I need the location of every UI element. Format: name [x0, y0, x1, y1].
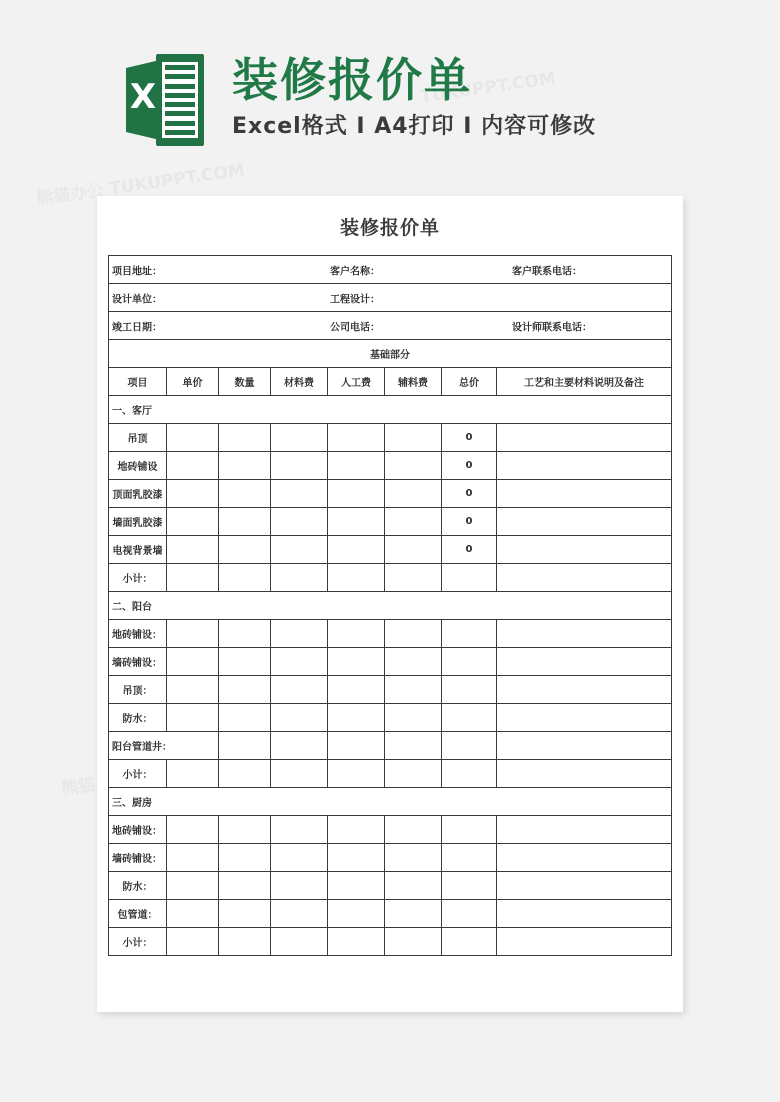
excel-logo-letter: X	[129, 77, 157, 117]
info-row	[109, 284, 672, 312]
table-row	[109, 648, 672, 676]
cell-unit-price[interactable]	[167, 424, 219, 452]
band-row	[109, 340, 672, 368]
cell-item[interactable]: 小计：	[109, 928, 167, 956]
cell-note[interactable]	[497, 844, 672, 872]
cell-labor-fee[interactable]	[328, 648, 385, 676]
excel-logo-icon	[126, 54, 204, 146]
column-header-4: 材料费	[271, 368, 328, 396]
cell-labor-fee[interactable]	[328, 872, 385, 900]
cell-aux-fee[interactable]	[385, 620, 442, 648]
cell-total[interactable]: 0	[442, 536, 497, 564]
cell-labor-fee[interactable]	[328, 620, 385, 648]
cell-total[interactable]	[442, 732, 497, 760]
cell-aux-fee[interactable]	[385, 872, 442, 900]
cell-total[interactable]	[442, 872, 497, 900]
cell-quantity[interactable]	[219, 704, 271, 732]
cell-labor-fee[interactable]	[328, 760, 385, 788]
cell-note[interactable]	[497, 704, 672, 732]
cell-material-fee[interactable]	[271, 704, 328, 732]
document-page	[97, 196, 683, 1012]
cell-total[interactable]: 0	[442, 480, 497, 508]
cell-material-fee[interactable]	[271, 452, 328, 480]
info-field-label-1: 设计单位：	[112, 294, 162, 305]
cell-material-fee[interactable]	[271, 480, 328, 508]
cell-labor-fee[interactable]	[328, 508, 385, 536]
cell-unit-price[interactable]	[167, 900, 219, 928]
cell-unit-price[interactable]	[167, 452, 219, 480]
cell-total[interactable]	[442, 844, 497, 872]
table-row	[109, 732, 672, 760]
cell-note[interactable]	[497, 424, 672, 452]
cell-aux-fee[interactable]	[385, 676, 442, 704]
cell-total[interactable]	[442, 564, 497, 592]
cell-labor-fee[interactable]	[328, 424, 385, 452]
cell-note[interactable]	[497, 900, 672, 928]
column-header-5: 人工费	[328, 368, 385, 396]
cell-unit-price[interactable]	[167, 872, 219, 900]
cell-unit-price[interactable]	[167, 480, 219, 508]
cell-quantity[interactable]	[219, 844, 271, 872]
cell-total[interactable]: 0	[442, 452, 497, 480]
cell-material-fee[interactable]	[271, 536, 328, 564]
column-header-7: 总价	[442, 368, 497, 396]
cell-material-fee[interactable]	[271, 564, 328, 592]
cell-item[interactable]: 墙砖铺设：	[109, 844, 167, 872]
cell-unit-price[interactable]	[167, 676, 219, 704]
cell-material-fee[interactable]	[271, 620, 328, 648]
cell-quantity[interactable]	[219, 480, 271, 508]
cell-note[interactable]	[497, 816, 672, 844]
info-fields[interactable]	[109, 284, 672, 312]
column-header-8: 工艺和主要材料说明及备注	[497, 368, 672, 396]
cell-total[interactable]	[442, 900, 497, 928]
cell-aux-fee[interactable]	[385, 424, 442, 452]
cell-item[interactable]: 包管道：	[109, 900, 167, 928]
cell-item[interactable]: 地砖铺设：	[109, 620, 167, 648]
table-row	[109, 508, 672, 536]
cell-aux-fee[interactable]	[385, 844, 442, 872]
cell-item[interactable]: 防水：	[109, 872, 167, 900]
cell-quantity[interactable]	[219, 564, 271, 592]
column-header-6: 辅料费	[385, 368, 442, 396]
info-field-label-3: 设计师联系电话：	[512, 322, 592, 333]
cell-aux-fee[interactable]	[385, 508, 442, 536]
cell-labor-fee[interactable]	[328, 844, 385, 872]
cell-labor-fee[interactable]	[328, 816, 385, 844]
table-row	[109, 900, 672, 928]
cell-item[interactable]: 吊顶：	[109, 676, 167, 704]
cell-quantity[interactable]	[219, 424, 271, 452]
cell-total[interactable]	[442, 648, 497, 676]
cell-quantity[interactable]	[219, 536, 271, 564]
cell-labor-fee[interactable]	[328, 676, 385, 704]
table-row	[109, 564, 672, 592]
cell-note[interactable]	[497, 872, 672, 900]
cell-note[interactable]	[497, 536, 672, 564]
cell-material-fee[interactable]	[271, 844, 328, 872]
cell-labor-fee[interactable]	[328, 704, 385, 732]
info-field-label-1: 项目地址：	[112, 266, 162, 277]
quotation-sheet[interactable]	[108, 255, 672, 956]
cell-unit-price[interactable]	[167, 928, 219, 956]
table-row	[109, 480, 672, 508]
cell-aux-fee[interactable]	[385, 760, 442, 788]
cell-unit-price[interactable]	[167, 564, 219, 592]
cell-material-fee[interactable]	[271, 648, 328, 676]
cell-item[interactable]: 电视背景墙	[109, 536, 167, 564]
info-fields[interactable]	[109, 312, 672, 340]
cell-labor-fee[interactable]	[328, 900, 385, 928]
cell-quantity[interactable]	[219, 872, 271, 900]
info-field-label-2: 客户名称：	[330, 266, 380, 277]
info-field-label-1: 竣工日期：	[112, 322, 162, 333]
section-heading: 三、厨房	[109, 788, 672, 816]
table-row	[109, 704, 672, 732]
cell-material-fee[interactable]	[271, 424, 328, 452]
column-header-row	[109, 368, 672, 396]
cell-unit-price[interactable]	[167, 844, 219, 872]
cell-item[interactable]: 防水：	[109, 704, 167, 732]
cell-material-fee[interactable]	[271, 928, 328, 956]
cell-item[interactable]: 小计：	[109, 760, 167, 788]
cell-quantity[interactable]	[219, 648, 271, 676]
cell-aux-fee[interactable]	[385, 536, 442, 564]
cell-item[interactable]: 吊顶	[109, 424, 167, 452]
cell-labor-fee[interactable]	[328, 536, 385, 564]
cell-unit-price[interactable]	[167, 760, 219, 788]
quotation-table[interactable]	[108, 255, 672, 956]
section-heading-row	[109, 788, 672, 816]
cell-quantity[interactable]	[219, 760, 271, 788]
table-row	[109, 760, 672, 788]
cell-aux-fee[interactable]	[385, 816, 442, 844]
info-field-label-3: 客户联系电话：	[512, 266, 582, 277]
table-row	[109, 424, 672, 452]
cell-unit-price[interactable]	[167, 816, 219, 844]
cell-material-fee[interactable]	[271, 732, 328, 760]
cell-labor-fee[interactable]	[328, 732, 385, 760]
cell-total[interactable]	[442, 760, 497, 788]
cell-quantity[interactable]	[219, 928, 271, 956]
table-row	[109, 928, 672, 956]
section-heading-row	[109, 396, 672, 424]
cell-labor-fee[interactable]	[328, 480, 385, 508]
cell-unit-price[interactable]	[167, 536, 219, 564]
table-row	[109, 620, 672, 648]
promo-banner	[0, 0, 780, 190]
page-title: 装修报价单	[339, 217, 440, 239]
cell-labor-fee[interactable]	[328, 452, 385, 480]
cell-material-fee[interactable]	[271, 816, 328, 844]
info-row	[109, 312, 672, 340]
cell-quantity[interactable]	[219, 900, 271, 928]
cell-unit-price[interactable]	[167, 508, 219, 536]
cell-item[interactable]: 地砖铺设：	[109, 816, 167, 844]
cell-total[interactable]: 0	[442, 424, 497, 452]
cell-item[interactable]: 顶面乳胶漆	[109, 480, 167, 508]
cell-aux-fee[interactable]	[385, 452, 442, 480]
cell-item[interactable]: 墙砖铺设：	[109, 648, 167, 676]
cell-material-fee[interactable]	[271, 676, 328, 704]
cell-aux-fee[interactable]	[385, 480, 442, 508]
cell-note[interactable]	[497, 676, 672, 704]
cell-note[interactable]	[497, 732, 672, 760]
info-field-label-2: 工程设计：	[330, 294, 380, 305]
cell-unit-price[interactable]	[167, 648, 219, 676]
cell-note[interactable]	[497, 508, 672, 536]
promo-title: 装修报价单	[232, 53, 472, 107]
cell-item[interactable]: 小计：	[109, 564, 167, 592]
table-row	[109, 452, 672, 480]
cell-aux-fee[interactable]	[385, 648, 442, 676]
cell-labor-fee[interactable]	[328, 564, 385, 592]
cell-aux-fee[interactable]	[385, 704, 442, 732]
info-fields[interactable]	[109, 256, 672, 284]
cell-note[interactable]	[497, 760, 672, 788]
cell-material-fee[interactable]	[271, 872, 328, 900]
cell-note[interactable]	[497, 620, 672, 648]
cell-item[interactable]: 地砖铺设	[109, 452, 167, 480]
cell-note[interactable]	[497, 564, 672, 592]
cell-aux-fee[interactable]	[385, 900, 442, 928]
cell-total[interactable]	[442, 704, 497, 732]
table-row	[109, 844, 672, 872]
cell-quantity[interactable]	[219, 732, 271, 760]
section-heading-row	[109, 592, 672, 620]
column-header-3: 数量	[219, 368, 271, 396]
band-label: 基础部分	[109, 340, 672, 368]
cell-aux-fee[interactable]	[385, 564, 442, 592]
column-header-2: 单价	[167, 368, 219, 396]
cell-note[interactable]	[497, 480, 672, 508]
cell-quantity[interactable]	[219, 620, 271, 648]
cell-item[interactable]: 墙面乳胶漆	[109, 508, 167, 536]
cell-labor-fee[interactable]	[328, 928, 385, 956]
cell-material-fee[interactable]	[271, 508, 328, 536]
cell-quantity[interactable]	[219, 508, 271, 536]
cell-aux-fee[interactable]	[385, 928, 442, 956]
table-row	[109, 676, 672, 704]
cell-aux-fee[interactable]	[385, 732, 442, 760]
cell-quantity[interactable]	[219, 452, 271, 480]
table-row	[109, 536, 672, 564]
section-heading: 一、客厅	[109, 396, 672, 424]
cell-material-fee[interactable]	[271, 760, 328, 788]
cell-note[interactable]	[497, 648, 672, 676]
cell-total[interactable]: 0	[442, 508, 497, 536]
cell-material-fee[interactable]	[271, 900, 328, 928]
table-row	[109, 816, 672, 844]
cell-quantity[interactable]	[219, 676, 271, 704]
table-row	[109, 872, 672, 900]
info-field-label-2: 公司电话：	[330, 322, 380, 333]
cell-unit-price[interactable]	[167, 620, 219, 648]
info-row	[109, 256, 672, 284]
column-header-1: 项目	[109, 368, 167, 396]
cell-quantity[interactable]	[219, 816, 271, 844]
cell-total[interactable]	[442, 620, 497, 648]
section-heading: 二、阳台	[109, 592, 672, 620]
cell-total[interactable]	[442, 816, 497, 844]
cell-total[interactable]	[442, 676, 497, 704]
cell-total[interactable]	[442, 928, 497, 956]
cell-note[interactable]	[497, 928, 672, 956]
promo-subtitle: Excel格式 Ⅰ A4打印 Ⅰ 内容可修改	[232, 114, 597, 139]
cell-unit-price[interactable]	[167, 704, 219, 732]
cell-item[interactable]: 阳台管道井：	[109, 732, 219, 760]
cell-note[interactable]	[497, 452, 672, 480]
